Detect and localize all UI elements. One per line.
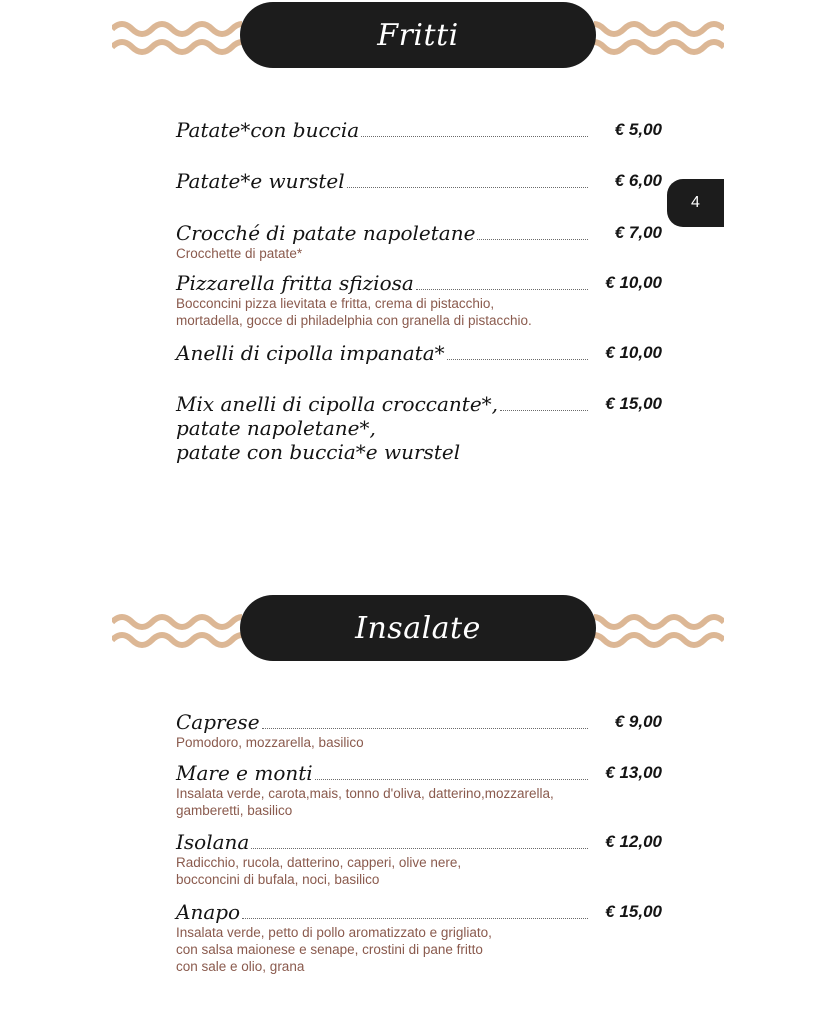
item-price: € 10,00 — [605, 273, 662, 292]
section-header-fritti — [112, 0, 724, 70]
item-price: € 15,00 — [605, 394, 662, 413]
item-description: con salsa maionese e senape, crostini di pane fritto — [176, 942, 483, 957]
wave-ornament-left — [112, 17, 242, 55]
dot-leader — [416, 289, 588, 290]
item-price: € 13,00 — [605, 763, 662, 782]
dot-leader — [251, 848, 588, 849]
item-price: € 5,00 — [614, 120, 662, 139]
item-price: € 7,00 — [614, 223, 662, 242]
item-description: Insalata verde, petto di pollo aromatizzato e grigliato, — [176, 925, 492, 940]
dot-leader — [242, 918, 588, 919]
item-price: € 15,00 — [605, 902, 662, 921]
item-name: Anapo — [176, 900, 241, 924]
menu-item — [176, 392, 662, 464]
page-number-tab — [667, 179, 724, 227]
menu-item — [176, 169, 662, 193]
dot-leader — [477, 239, 588, 240]
wave-ornament-left — [112, 610, 242, 648]
item-name: Mare e monti — [176, 761, 313, 785]
item-description: Pomodoro, mozzarella, basilico — [176, 735, 364, 750]
dot-leader — [447, 359, 588, 360]
menu-page — [112, 0, 724, 1024]
item-description: Insalata verde, carota,mais, tonno d'oliva, datterino,mozzarella, — [176, 786, 554, 801]
dot-leader — [315, 779, 588, 780]
item-price: € 10,00 — [605, 343, 662, 362]
item-name-continued: patate con buccia*e wurstel — [176, 440, 461, 464]
item-name: Patate*e wurstel — [176, 169, 345, 193]
menu-item — [176, 341, 662, 365]
section-title-pill — [240, 595, 596, 661]
item-description: gamberetti, basilico — [176, 803, 293, 818]
section-title: Insalate — [355, 610, 481, 646]
item-description: bocconcini di bufala, noci, basilico — [176, 872, 380, 887]
item-price: € 6,00 — [614, 171, 662, 190]
wave-ornament-right — [594, 17, 724, 55]
item-name-continued: patate napoletane*, — [176, 416, 376, 440]
dot-leader — [361, 136, 588, 137]
item-description: Radicchio, rucola, datterino, capperi, olive nere, — [176, 855, 462, 870]
section-header-insalate — [112, 593, 724, 663]
item-name: Mix anelli di cipolla croccante*, — [176, 392, 499, 416]
item-name: Anelli di cipolla impanata* — [176, 341, 445, 365]
menu-item — [176, 118, 662, 142]
item-name: Crocché di patate napoletane — [176, 221, 476, 245]
menu-item — [176, 221, 662, 262]
menu-item — [176, 830, 662, 888]
page-number: 4 — [691, 194, 700, 211]
item-description: con sale e olio, grana — [176, 959, 305, 974]
item-description: Crocchette di patate* — [176, 246, 303, 261]
menu-item — [176, 900, 662, 975]
item-name: Pizzarella fritta sfiziosa — [176, 271, 414, 295]
dot-leader — [347, 187, 588, 188]
item-description: Bocconcini pizza lievitata e fritta, crema di pistacchio, — [176, 296, 495, 311]
item-price: € 9,00 — [614, 712, 662, 731]
item-name: Patate*con buccia — [176, 118, 360, 142]
item-name: Caprese — [176, 710, 260, 734]
menu-item — [176, 271, 662, 329]
item-name: Isolana — [176, 830, 250, 854]
section-title-pill — [240, 2, 596, 68]
item-price: € 12,00 — [605, 832, 662, 851]
menu-item — [176, 710, 662, 751]
item-description: mortadella, gocce di philadelphia con granella di pistacchio. — [176, 313, 532, 328]
wave-ornament-right — [594, 610, 724, 648]
section-title: Fritti — [377, 17, 459, 53]
dot-leader — [500, 410, 588, 411]
dot-leader — [262, 728, 588, 729]
menu-item — [176, 761, 662, 819]
